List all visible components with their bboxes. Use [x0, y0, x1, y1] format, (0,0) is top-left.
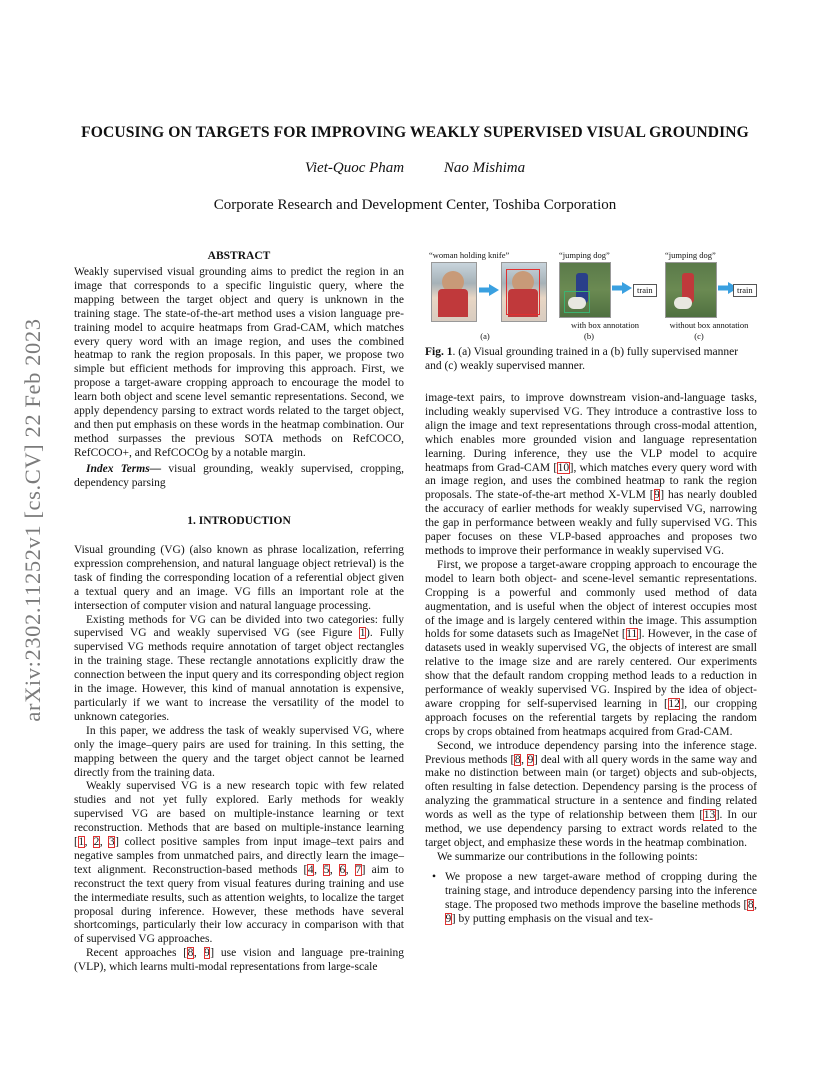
index-terms	[74, 463, 404, 491]
citation-link[interactable]: 1	[78, 836, 85, 849]
subfigure-label: (c)	[694, 331, 704, 341]
citation-link[interactable]: 8	[747, 898, 754, 911]
list-item: • We propose a new target-aware method of cropping during the training stage, and introduce dependency parsing into the inference stage. The proposed two methods improve the baseline methods [8, 9] by putting emphasis on the visual and tex-	[425, 871, 757, 927]
paragraph: Visual grounding (VG) (also known as phrase localization, referring expression comprehension, and natural language object retrieval) is the task of finding the corresponding location of a referential object given a textual query and an image. VG fills an important role at the intersection of computer vision and natural language processing.	[74, 544, 404, 612]
train-box: train	[633, 284, 657, 297]
paragraph: First, we propose a target-aware cropping approach to encourage the model to learn both object- and scene-level semantic representations. Cropping is a powerful and commonly used method of data augmentation, and is useful when the object of interest occupies most of the image and is largely centered within the image. This assumption holds for some datasets such as ImageNet [11]. However, in the case of datasets used in weakly supervised VG, the objects of interest are small relative to the image size and are rarely centered. Our experiments show that the default random cropping method leads to a reduction in performance of weakly supervised VG. Inspired by the idea of object-aware cropping for self-supervised learning in [12], our cropping approach focuses on the referential targets by replacing the random crops by crops obtained from heatmaps acquired from Grad-CAM.	[425, 558, 757, 738]
citation-link[interactable]: 7	[355, 863, 362, 876]
paragraph: In this paper, we address the task of weakly supervised VG, where only the image–query pairs are used for training. In this setting, the mapping between the query and the target object cannot be learned directly from the training data.	[74, 724, 404, 779]
photo-thumbnail	[431, 262, 477, 322]
paragraph: Weakly supervised VG is a new research topic with few related studies and not yet fully explored. Early methods for weakly supervised VG are based on multiple-instance learning or text reconstruction. Methods that are based on multiple-instance learning [1, 2, 3] collect positive samples from input image–text pairs and negative samples from unmatched pairs, and directly learn the image–text alignment. Reconstruction-based methods [4, 5, 6, 7] aim to reconstruct the text query from visual features during training and use the intermediate results, such as attention weights, to localize the target proposal during inference. However, these methods have several shortcomings, particularly their low accuracy in comparison with that of supervised VG approaches.	[74, 780, 405, 946]
section-heading: 1. INTRODUCTION	[187, 515, 291, 527]
bounding-box	[564, 291, 590, 313]
abstract-heading: ABSTRACT	[207, 250, 271, 262]
paper-title: FOCUSING ON TARGETS FOR IMPROVING WEAKLY SUPERVISED VISUAL GROUNDING	[81, 124, 749, 141]
query-text: “jumping dog”	[665, 250, 716, 260]
citation-link[interactable]: 4	[307, 863, 314, 876]
paragraph: Recent approaches [8, 9] use vision and language pre-training (VLP), which learns multi-modal representations from large-scale	[74, 947, 405, 974]
paragraph: We summarize our contributions in the following points:	[437, 850, 698, 863]
caption-label: Fig. 1	[425, 346, 453, 358]
citation-link[interactable]: 9	[204, 947, 210, 960]
figure-panel-a	[425, 252, 547, 344]
query-text: “woman holding knife”	[429, 250, 510, 260]
authors	[40, 160, 790, 177]
paragraph: Second, we introduce dependency parsing into the inference stage. Previous methods [8, 9] deal with all query words in the same way and make no distinction between main (or target) objects and sub-objects, often resulting in false detection. Dependency parsing is the process of analyzing the grammatical structure in a sentence and finding related words as well as the type of relationship between them [13]. In our method, we use dependency parsing to extract words related to the target object, and emphasize these words in the heatmap combination.	[425, 739, 757, 849]
abstract-body	[74, 266, 404, 491]
citation-link[interactable]: 10	[557, 461, 570, 474]
query-text: “jumping dog”	[559, 250, 610, 260]
bounding-box	[506, 269, 540, 315]
annotation-label: with box annotation	[571, 320, 639, 330]
citation-link[interactable]: 8	[514, 753, 521, 766]
citation-link[interactable]: 8	[187, 947, 194, 960]
author-name: Nao Mishima	[443, 160, 526, 176]
photo-thumbnail	[559, 262, 611, 318]
index-terms-text: visual grounding, weakly supervised, cropping, dependency parsing	[74, 462, 404, 489]
subfigure-label: (b)	[584, 331, 594, 341]
right-column-body	[425, 392, 757, 926]
figure-panel-b	[557, 252, 653, 344]
paragraph: Existing methods for VG can be divided into two categories: fully supervised VG and weakly supervised VG (see Figure 1). Fully supervised VG methods require annotation of target object rectangles in the training stage. These rectangle annotations explicitly draw the connection between the input query and its corresponding object region in the image. However, this kind of manual annotation is expensive, particularly if we want to increase the versatility of the model to unknown categories.	[74, 613, 404, 723]
arxiv-id: arXiv:2302.11252v1 [cs.CV] 22 Feb 2023	[20, 318, 45, 722]
citation-link[interactable]: 3	[108, 836, 115, 849]
citation-link[interactable]: 13	[703, 809, 716, 822]
figure-ref-link[interactable]: 1	[359, 627, 366, 640]
photo-thumbnail	[665, 262, 717, 318]
citation-link[interactable]: 6	[339, 863, 346, 876]
affiliation: Corporate Research and Development Center, Toshiba Corporation	[213, 197, 617, 213]
contribution-list	[425, 871, 757, 927]
abstract-text: Weakly supervised visual grounding aims to predict the region in an image that corresponds to a specific linguistic query, where the mapping between the target object and query is unknown in the training stage. The state-of-the-art method uses a vision language pre-training model to acquire heatmaps from Grad-CAM, which matches every query word with an image region, and uses the combined heatmap to rank the region proposals. In this paper, we propose two simple but efficient methods for improving this approach. First, we propose a target-aware cropping approach to encourage the model to learn both object and scene level semantic representations. Second, we apply dependency parsing to extract words related to the target object, and then put emphasis on these words in the heatmap combination. Our method surpasses the previous SOTA methods on RefCOCO, RefCOCO+, and RefCOCOg by a notable margin.	[74, 266, 404, 459]
citation-link[interactable]: 9	[445, 912, 452, 925]
citation-link[interactable]: 9	[527, 753, 534, 766]
subfigure-label: (a)	[480, 331, 490, 341]
citation-link[interactable]: 11	[626, 628, 638, 641]
intro-body	[74, 544, 404, 975]
train-box: train	[733, 284, 757, 297]
citation-link[interactable]: 12	[668, 697, 680, 710]
annotation-label: without box annotation	[669, 320, 749, 330]
index-terms-label: Index Terms—	[86, 462, 162, 475]
figure-panel-c	[663, 252, 759, 344]
citation-link[interactable]: 5	[323, 863, 330, 876]
figure-caption	[425, 346, 757, 374]
figure-1	[425, 252, 757, 344]
author-name: Viet-Quoc Pham	[304, 160, 405, 176]
citation-link[interactable]: 9	[654, 489, 660, 502]
photo-thumbnail	[501, 262, 547, 322]
caption-text: . (a) Visual grounding trained in a (b) fully supervised manner and (c) weakly supervised manner.	[425, 346, 739, 372]
arxiv-sidebar	[8, 250, 58, 790]
paragraph: image-text pairs, to improve downstream vision-and-language tasks, including weakly supervised VG. They introduce a contrastive loss to align the image and text representations through cross-modal attention, which enables more grounded vision and language representation learning. During inference, they use the VLP model to acquire heatmaps from Grad-CAM [10], which matches every query word with an image region, and uses the combined heatmap to rank the region proposals. The state-of-the-art method X-VLM [9] has nearly doubled the accuracy of earlier methods for weakly supervised VG, narrowing the gap in performance between weakly and fully supervised VG. This paper focuses on these VLP-based approaches and proposes two methods to improve their performance in weakly supervised VG.	[425, 392, 757, 557]
arrow-right-icon	[479, 284, 499, 296]
citation-link[interactable]: 2	[93, 836, 100, 849]
arrow-right-icon	[612, 282, 632, 294]
